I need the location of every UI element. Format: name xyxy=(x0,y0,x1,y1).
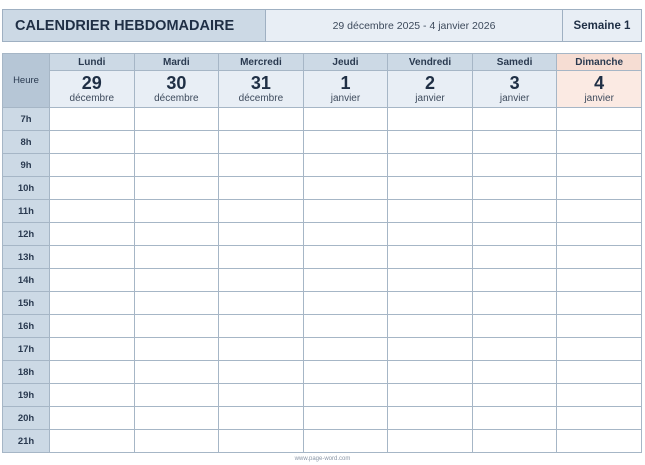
day-number: 29 xyxy=(81,73,102,93)
time-slot[interactable] xyxy=(303,177,388,200)
time-slot[interactable] xyxy=(303,430,388,453)
day-date-sat xyxy=(472,71,557,108)
time-slot[interactable] xyxy=(50,154,135,177)
hour-row xyxy=(3,246,642,269)
day-month: décembre xyxy=(238,93,284,104)
time-slot[interactable] xyxy=(388,384,473,407)
time-slot[interactable] xyxy=(303,246,388,269)
day-number: 3 xyxy=(509,73,520,93)
day-name-wed: Mercredi xyxy=(219,54,304,71)
hour-label: 12h xyxy=(3,223,50,246)
time-slot[interactable] xyxy=(388,292,473,315)
day-name-fri: Vendredi xyxy=(388,54,473,71)
time-slot[interactable] xyxy=(134,246,219,269)
time-slot[interactable] xyxy=(134,430,219,453)
day-month: décembre xyxy=(69,93,115,104)
time-slot[interactable] xyxy=(134,407,219,430)
hour-row xyxy=(3,292,642,315)
time-slot[interactable] xyxy=(50,430,135,453)
time-slot[interactable] xyxy=(472,315,557,338)
time-slot[interactable] xyxy=(303,154,388,177)
time-slot[interactable] xyxy=(557,108,642,131)
time-slot[interactable] xyxy=(388,177,473,200)
time-slot[interactable] xyxy=(303,292,388,315)
time-slot[interactable] xyxy=(134,338,219,361)
calendar-header xyxy=(2,9,642,42)
time-slot[interactable] xyxy=(472,246,557,269)
time-slot[interactable] xyxy=(388,131,473,154)
day-number: 30 xyxy=(166,73,187,93)
time-slot[interactable] xyxy=(472,223,557,246)
day-date-sun xyxy=(557,71,642,108)
page-title: CALENDRIER HEBDOMADAIRE xyxy=(3,10,266,41)
hour-label: 21h xyxy=(3,430,50,453)
day-name-sat: Samedi xyxy=(472,54,557,71)
time-slot[interactable] xyxy=(557,315,642,338)
time-slot[interactable] xyxy=(303,200,388,223)
time-slot[interactable] xyxy=(303,223,388,246)
time-slot[interactable] xyxy=(472,200,557,223)
time-slot[interactable] xyxy=(50,269,135,292)
time-slot[interactable] xyxy=(557,269,642,292)
time-slot[interactable] xyxy=(472,361,557,384)
day-number: 31 xyxy=(250,73,271,93)
day-name-thu: Jeudi xyxy=(303,54,388,71)
time-slot[interactable] xyxy=(388,269,473,292)
time-slot[interactable] xyxy=(303,269,388,292)
hour-label: 19h xyxy=(3,384,50,407)
day-month: décembre xyxy=(154,93,199,104)
time-slot[interactable] xyxy=(50,384,135,407)
time-slot[interactable] xyxy=(303,108,388,131)
hour-label: 10h xyxy=(3,177,50,200)
time-slot[interactable] xyxy=(388,223,473,246)
time-slot[interactable] xyxy=(50,177,135,200)
time-slot[interactable] xyxy=(50,338,135,361)
time-slot[interactable] xyxy=(50,200,135,223)
time-slot[interactable] xyxy=(219,108,304,131)
time-slot[interactable] xyxy=(388,315,473,338)
day-date-tue xyxy=(134,71,219,108)
time-slot[interactable] xyxy=(557,338,642,361)
time-slot[interactable] xyxy=(50,223,135,246)
hour-label: 11h xyxy=(3,200,50,223)
hour-rows xyxy=(3,108,642,453)
time-slot[interactable] xyxy=(219,338,304,361)
day-number: 4 xyxy=(594,73,605,93)
hour-label: 8h xyxy=(3,131,50,154)
time-slot[interactable] xyxy=(303,131,388,154)
day-month: janvier xyxy=(499,93,530,104)
time-slot[interactable] xyxy=(303,407,388,430)
day-name-sun: Dimanche xyxy=(557,54,642,71)
time-slot[interactable] xyxy=(557,430,642,453)
time-slot[interactable] xyxy=(472,292,557,315)
time-slot[interactable] xyxy=(388,430,473,453)
time-slot[interactable] xyxy=(388,246,473,269)
time-slot[interactable] xyxy=(219,177,304,200)
time-slot[interactable] xyxy=(472,384,557,407)
hour-row xyxy=(3,407,642,430)
time-slot[interactable] xyxy=(557,407,642,430)
time-slot[interactable] xyxy=(219,154,304,177)
time-slot[interactable] xyxy=(219,407,304,430)
time-slot[interactable] xyxy=(303,361,388,384)
hour-row xyxy=(3,315,642,338)
time-slot[interactable] xyxy=(134,315,219,338)
hour-column-header: Heure xyxy=(3,54,50,108)
time-slot[interactable] xyxy=(50,246,135,269)
time-slot[interactable] xyxy=(219,223,304,246)
hour-row xyxy=(3,200,642,223)
time-slot[interactable] xyxy=(303,315,388,338)
footer-credit: www.page-word.com xyxy=(294,456,351,462)
hour-label: 13h xyxy=(3,246,50,269)
hour-label: 9h xyxy=(3,154,50,177)
hour-row xyxy=(3,338,642,361)
hour-label: 15h xyxy=(3,292,50,315)
day-name-tue: Mardi xyxy=(134,54,219,71)
hour-label: 16h xyxy=(3,315,50,338)
time-slot[interactable] xyxy=(219,269,304,292)
time-slot[interactable] xyxy=(388,200,473,223)
day-date-wed xyxy=(219,71,304,108)
time-slot[interactable] xyxy=(219,292,304,315)
time-slot[interactable] xyxy=(557,292,642,315)
time-slot[interactable] xyxy=(134,108,219,131)
time-slot[interactable] xyxy=(219,200,304,223)
time-slot[interactable] xyxy=(388,407,473,430)
time-slot[interactable] xyxy=(219,384,304,407)
time-slot[interactable] xyxy=(134,177,219,200)
time-slot[interactable] xyxy=(219,430,304,453)
day-date-thu xyxy=(303,71,388,108)
time-slot[interactable] xyxy=(50,292,135,315)
time-slot[interactable] xyxy=(557,131,642,154)
hour-row xyxy=(3,384,642,407)
time-slot[interactable] xyxy=(557,246,642,269)
day-name-mon: Lundi xyxy=(50,54,135,71)
time-slot[interactable] xyxy=(134,131,219,154)
time-slot[interactable] xyxy=(50,108,135,131)
time-slot[interactable] xyxy=(557,223,642,246)
time-slot[interactable] xyxy=(219,131,304,154)
time-slot[interactable] xyxy=(50,315,135,338)
time-slot[interactable] xyxy=(472,338,557,361)
hour-label: 17h xyxy=(3,338,50,361)
hour-label: 20h xyxy=(3,407,50,430)
hour-row xyxy=(3,131,642,154)
time-slot[interactable] xyxy=(134,384,219,407)
day-date-mon xyxy=(50,71,135,108)
time-slot[interactable] xyxy=(388,154,473,177)
time-slot[interactable] xyxy=(557,177,642,200)
day-number: 1 xyxy=(340,73,351,93)
time-slot[interactable] xyxy=(134,361,219,384)
time-slot[interactable] xyxy=(219,361,304,384)
time-slot[interactable] xyxy=(388,338,473,361)
hour-label: 14h xyxy=(3,269,50,292)
time-slot[interactable] xyxy=(134,200,219,223)
hour-row xyxy=(3,108,642,131)
time-slot[interactable] xyxy=(134,292,219,315)
date-range: 29 décembre 2025 - 4 janvier 2026 xyxy=(266,10,563,41)
time-slot[interactable] xyxy=(557,154,642,177)
time-slot[interactable] xyxy=(472,108,557,131)
hour-row xyxy=(3,154,642,177)
time-slot[interactable] xyxy=(472,131,557,154)
time-slot[interactable] xyxy=(219,315,304,338)
time-slot[interactable] xyxy=(557,361,642,384)
hour-row xyxy=(3,361,642,384)
time-slot[interactable] xyxy=(303,338,388,361)
time-slot[interactable] xyxy=(472,430,557,453)
time-slot[interactable] xyxy=(472,177,557,200)
time-slot[interactable] xyxy=(50,361,135,384)
week-label: Semaine 1 xyxy=(563,10,641,41)
time-slot[interactable] xyxy=(388,108,473,131)
time-slot[interactable] xyxy=(557,384,642,407)
day-month: janvier xyxy=(584,93,614,104)
hour-row xyxy=(3,269,642,292)
weekly-grid xyxy=(2,53,642,453)
time-slot[interactable] xyxy=(303,384,388,407)
time-slot[interactable] xyxy=(388,361,473,384)
time-slot[interactable] xyxy=(134,223,219,246)
day-month: janvier xyxy=(330,93,361,104)
hour-row xyxy=(3,430,642,453)
time-slot[interactable] xyxy=(472,407,557,430)
time-slot[interactable] xyxy=(50,407,135,430)
day-month: janvier xyxy=(415,93,445,104)
time-slot[interactable] xyxy=(219,246,304,269)
time-slot[interactable] xyxy=(50,131,135,154)
day-date-fri xyxy=(388,71,473,108)
hour-row xyxy=(3,177,642,200)
day-number: 2 xyxy=(425,73,436,93)
hour-row xyxy=(3,223,642,246)
time-slot[interactable] xyxy=(134,269,219,292)
time-slot[interactable] xyxy=(134,154,219,177)
hour-label: 7h xyxy=(3,108,50,131)
hour-label: 18h xyxy=(3,361,50,384)
time-slot[interactable] xyxy=(472,154,557,177)
time-slot[interactable] xyxy=(472,269,557,292)
time-slot[interactable] xyxy=(557,200,642,223)
